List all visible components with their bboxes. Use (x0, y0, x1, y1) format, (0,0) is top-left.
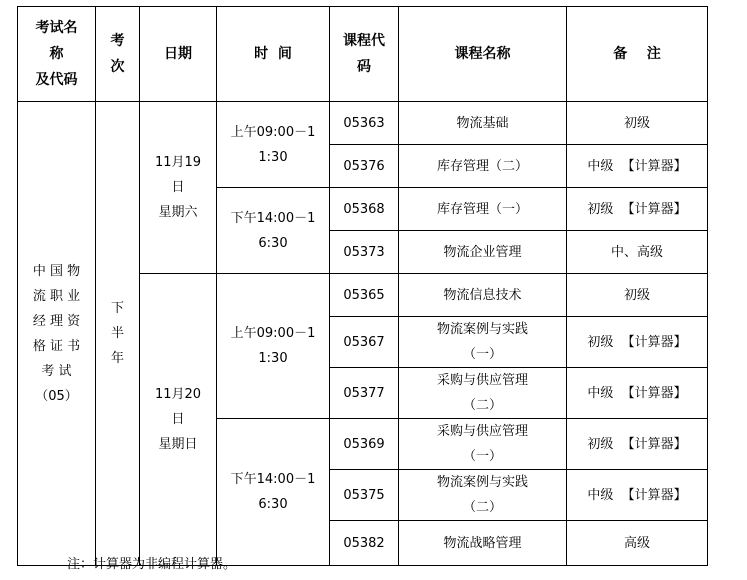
course-code: 05382 (330, 521, 399, 566)
course-name-line: （一） (462, 347, 502, 362)
time-line: 1:30 (258, 149, 288, 165)
date-line: 星期六 (158, 205, 198, 220)
session-cell (96, 102, 140, 566)
header-session: 考 次 (96, 7, 140, 102)
course-name (399, 521, 567, 566)
date-line: 11月19 (154, 155, 202, 170)
course-code: 05373 (330, 231, 399, 274)
course-name-line: （一） (462, 449, 502, 464)
course-name-line: 物流战略管理 (443, 535, 522, 551)
time-line: 下午14:00－1 (230, 472, 316, 487)
course-name (399, 317, 567, 368)
course-name-line: 物流基础 (456, 115, 509, 131)
time-line: 6:30 (258, 235, 288, 251)
course-name (399, 231, 567, 274)
course-name-line: 采购与供应管理 (436, 373, 528, 388)
course-name-line: 物流企业管理 (443, 244, 522, 260)
course-code: 05367 (330, 317, 399, 368)
header-exam: 考试名 称 及代码 (18, 7, 96, 102)
time-cell (217, 102, 330, 188)
time-line: 下午14:00－1 (230, 210, 316, 226)
course-code: 05375 (330, 470, 399, 521)
course-name (399, 102, 567, 145)
course-remark: 中、高级 (567, 231, 708, 274)
time-cell (217, 188, 330, 274)
exam-name-line: 流 职 业 (32, 288, 81, 304)
course-remark: 初级 (567, 274, 708, 317)
header-course: 课程名称 (399, 7, 567, 102)
session-char: 年 (110, 351, 124, 366)
table-row (18, 102, 708, 145)
course-remark: 中级 【计算器】 (567, 368, 708, 419)
course-remark: 初级 【计算器】 (567, 419, 708, 470)
course-code: 05377 (330, 368, 399, 419)
course-code: 05376 (330, 145, 399, 188)
course-remark: 初级 (567, 102, 708, 145)
schedule-body (18, 102, 708, 566)
course-code: 05368 (330, 188, 399, 231)
course-name-line: 库存管理（二） (436, 158, 528, 174)
course-remark: 中级 【计算器】 (567, 145, 708, 188)
course-name (399, 145, 567, 188)
course-remark: 初级 【计算器】 (567, 188, 708, 231)
date-line: 日 (171, 180, 185, 195)
header-time: 时 间 (217, 7, 330, 102)
exam-name-line: 考 试 (41, 363, 72, 379)
header-row (18, 7, 708, 102)
date-line: 星期日 (158, 437, 198, 452)
exam-name-line: （05） (35, 388, 78, 404)
exam-name-line: 中 国 物 (32, 263, 81, 279)
time-line: 6:30 (258, 497, 288, 512)
course-code: 05365 (330, 274, 399, 317)
date-cell (140, 274, 217, 566)
time-line: 上午09:00－1 (230, 124, 316, 140)
time-cell (217, 274, 330, 419)
date-line: 11月20 (154, 387, 202, 402)
course-name (399, 274, 567, 317)
exam-name-line: 经 理 资 (32, 313, 81, 329)
header-date: 日期 (140, 7, 217, 102)
course-name-line: （二） (462, 500, 502, 515)
date-cell (140, 102, 217, 274)
exam-schedule-table (17, 6, 708, 566)
time-cell (217, 419, 330, 566)
course-name-line: 物流案例与实践 (436, 475, 528, 490)
course-code: 05369 (330, 419, 399, 470)
course-name-line: 采购与供应管理 (436, 424, 528, 439)
footnote: 注：计算器为非编程计算器。 (67, 557, 237, 572)
course-name-line: 物流信息技术 (443, 287, 522, 303)
date-line: 日 (171, 412, 185, 427)
time-line: 1:30 (258, 351, 288, 366)
header-remark: 备 注 (567, 7, 708, 102)
session-char: 下 (110, 301, 124, 316)
course-remark: 中级 【计算器】 (567, 470, 708, 521)
course-name (399, 188, 567, 231)
course-name-line: 库存管理（一） (436, 201, 528, 217)
exam-name-line: 格 证 书 (32, 338, 81, 354)
course-name (399, 470, 567, 521)
course-remark: 初级 【计算器】 (567, 317, 708, 368)
exam-name-cell (18, 102, 96, 566)
session-char: 半 (110, 326, 124, 341)
course-name (399, 419, 567, 470)
course-remark: 高级 (567, 521, 708, 566)
course-name (399, 368, 567, 419)
course-name-line: 物流案例与实践 (436, 322, 528, 337)
header-code: 课程代 码 (330, 7, 399, 102)
course-code: 05363 (330, 102, 399, 145)
course-name-line: （二） (462, 398, 502, 413)
time-line: 上午09:00－1 (230, 326, 316, 341)
